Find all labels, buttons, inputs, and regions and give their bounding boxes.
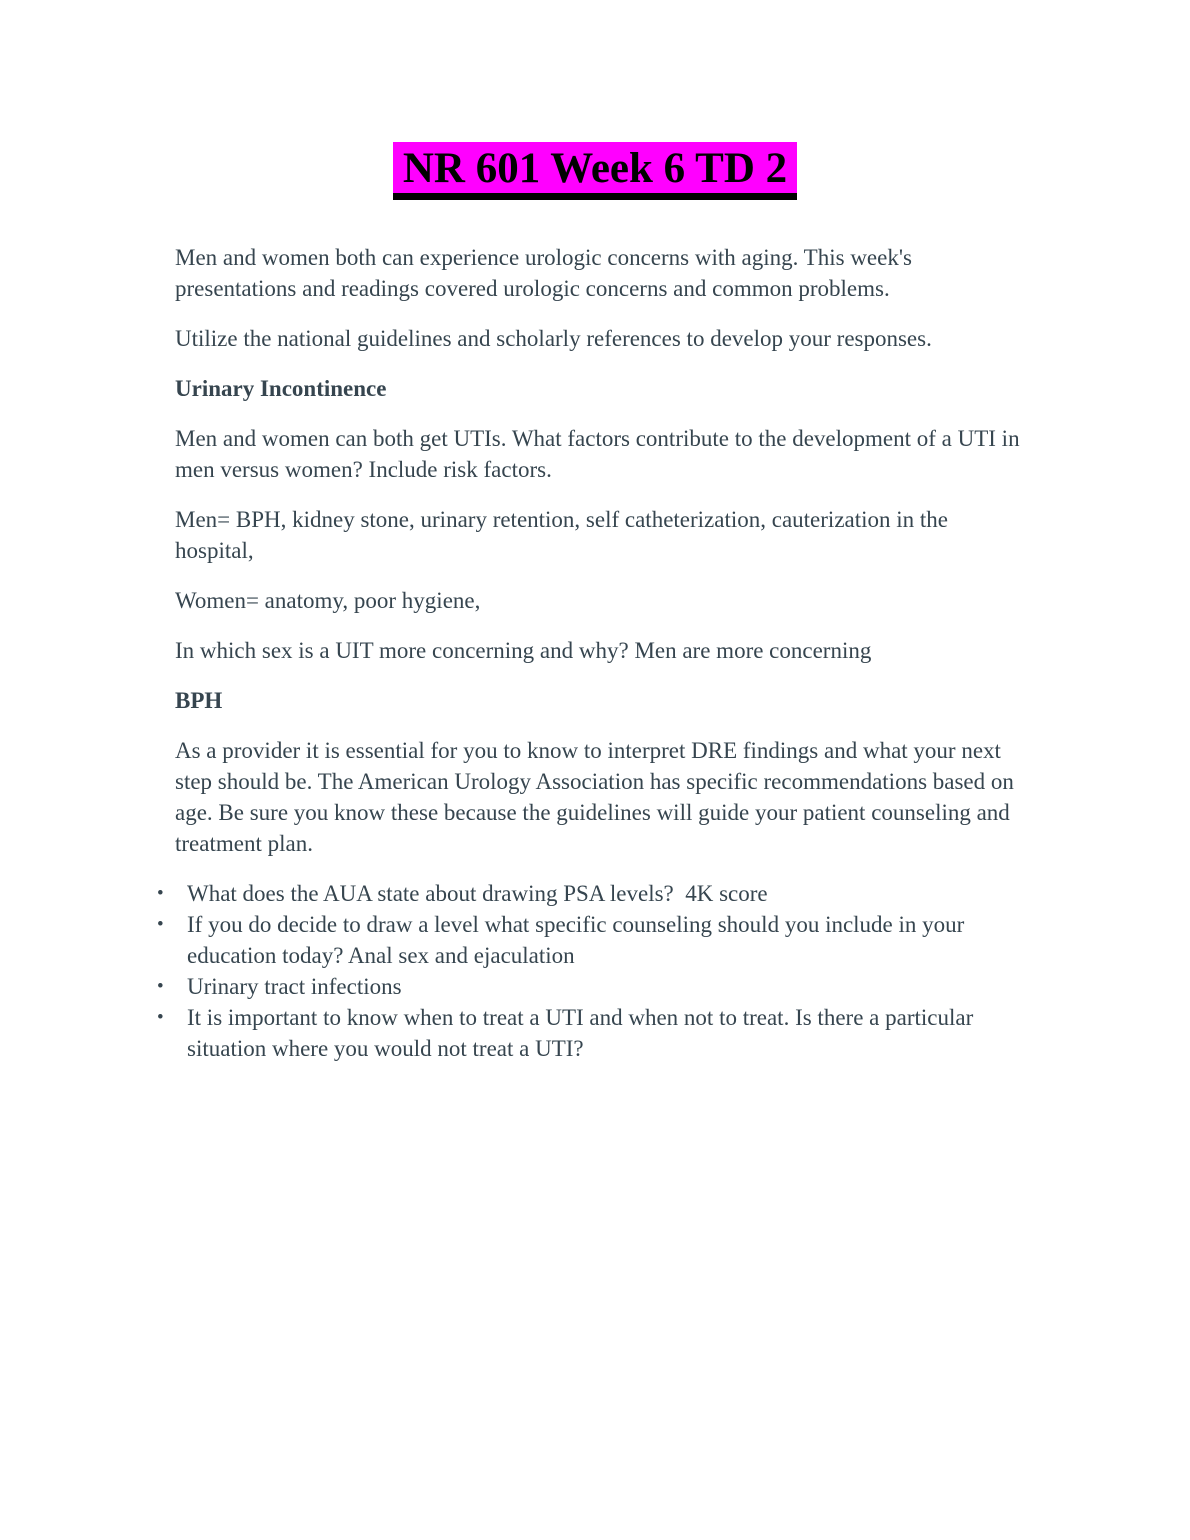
paragraph-men-risk-factors: Men= BPH, kidney stone, urinary retention, self catheterization, cauterization in the hospital, <box>175 506 954 563</box>
paragraph-sex-more-concerning: In which sex is a UIT more concerning and why? Men are more concerning <box>175 637 872 663</box>
paragraph-women-risk-factors: Women= anatomy, poor hygiene, <box>175 587 481 613</box>
bullet-list <box>175 878 1030 1064</box>
paragraph-uti-factors-question: Men and women can both get UTIs. What factors contribute to the development of a UTI in men versus women? Include risk factors. <box>175 425 1026 482</box>
list-item: • It is important to know when to treat a UTI and when not to treat. Is there a particular situation where you would not treat a UTI? <box>187 1002 1030 1064</box>
heading-urinary-incontinence: Urinary Incontinence <box>175 375 387 401</box>
paragraph-instructions: Utilize the national guidelines and scholarly references to develop your responses. <box>175 325 932 351</box>
document-body <box>175 242 1030 1064</box>
list-item: • If you do decide to draw a level what specific counseling should you include in your education today? Anal sex and ejaculation <box>187 909 1030 971</box>
heading-bph: BPH <box>175 687 223 713</box>
paragraph-dre-guidelines: As a provider it is essential for you to know to interpret DRE findings and what your next step should be. The American Urology Association has specific recommendations based on age. Be sure you know these because the guidelines will guide your patient counseling and treatment plan. <box>175 737 1020 856</box>
paragraph-intro: Men and women both can experience urologic concerns with aging. This week's presentations and readings covered urologic concerns and common problems. <box>175 244 918 301</box>
list-item: • Urinary tract infections <box>187 971 1030 1002</box>
page-title-highlight: NR 601 Week 6 TD 2 <box>393 142 797 200</box>
list-item: • What does the AUA state about drawing PSA levels? 4K score <box>187 878 1030 909</box>
page-title <box>0 142 1190 196</box>
